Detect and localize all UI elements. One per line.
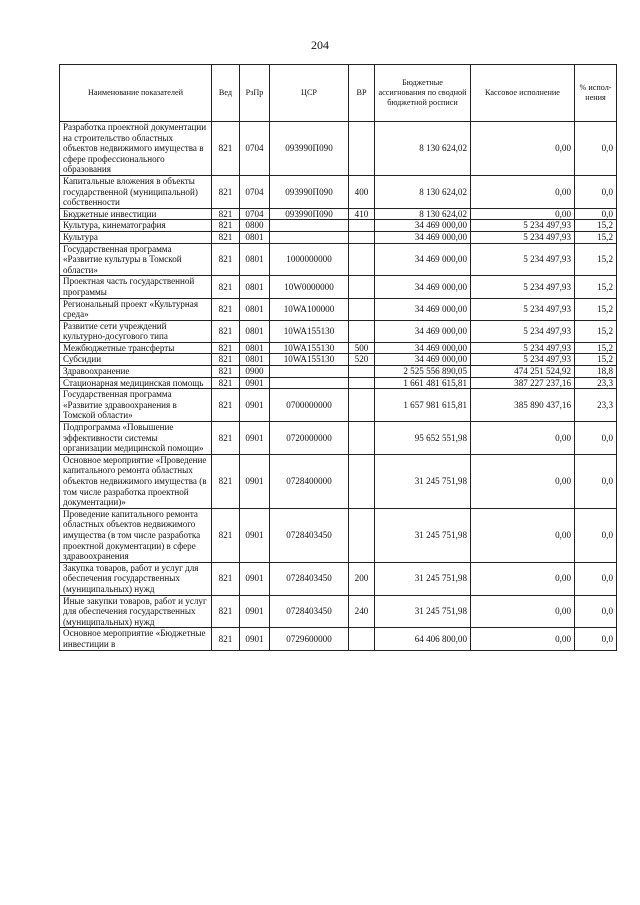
row-csr-cell: 0700000000 bbox=[270, 389, 349, 422]
row-cash-cell: 5 234 497,93 bbox=[471, 320, 575, 342]
row-ved-cell: 821 bbox=[212, 562, 240, 595]
row-cash-cell: 0,00 bbox=[471, 595, 575, 628]
row-cash-cell: 5 234 497,93 bbox=[471, 231, 575, 243]
row-ved-cell: 821 bbox=[212, 231, 240, 243]
row-budget-cell: 31 245 751,98 bbox=[375, 508, 471, 562]
row-cash-cell: 0,00 bbox=[471, 508, 575, 562]
row-csr-cell: 10W0000000 bbox=[270, 276, 349, 298]
row-ved-cell: 821 bbox=[212, 220, 240, 232]
row-cash-cell: 5 234 497,93 bbox=[471, 342, 575, 354]
row-rzpr-cell: 0801 bbox=[240, 276, 270, 298]
row-rzpr-cell: 0704 bbox=[240, 122, 270, 176]
row-budget-cell: 34 469 000,00 bbox=[375, 342, 471, 354]
table-row bbox=[60, 175, 617, 208]
row-ved-cell: 821 bbox=[212, 208, 240, 220]
row-name-cell: Проведение капитального ремонта областных объектов недвижимого имущества (в том числе разработка проектной документации) в сфере здравоохранения bbox=[60, 508, 212, 562]
row-csr-cell: 0728403450 bbox=[270, 562, 349, 595]
table-row bbox=[60, 342, 617, 354]
row-csr-cell: 10WA155130 bbox=[270, 354, 349, 366]
row-csr-cell: 0720000000 bbox=[270, 422, 349, 455]
row-ved-cell: 821 bbox=[212, 454, 240, 508]
row-ved-cell: 821 bbox=[212, 366, 240, 378]
row-name-cell: Государственная программа «Развитие культуры в Томской области» bbox=[60, 243, 212, 276]
row-rzpr-cell: 0900 bbox=[240, 366, 270, 378]
row-cash-cell: 0,00 bbox=[471, 208, 575, 220]
row-ved-cell: 821 bbox=[212, 422, 240, 455]
row-name-cell: Закупка товаров, работ и услуг для обеспечения государственных (муниципальных) нужд bbox=[60, 562, 212, 595]
row-cash-cell: 0,00 bbox=[471, 454, 575, 508]
row-pct-cell: 0,0 bbox=[575, 175, 617, 208]
row-vr-cell bbox=[349, 389, 375, 422]
row-pct-cell: 0,0 bbox=[575, 595, 617, 628]
row-cash-cell: 474 251 524,92 bbox=[471, 366, 575, 378]
row-vr-cell bbox=[349, 508, 375, 562]
row-ved-cell: 821 bbox=[212, 595, 240, 628]
table-row bbox=[60, 208, 617, 220]
header-ved: Вед bbox=[212, 65, 240, 122]
row-name-cell: Бюджетные инвестиции bbox=[60, 208, 212, 220]
row-csr-cell: 1000000000 bbox=[270, 243, 349, 276]
header-vr: ВР bbox=[349, 65, 375, 122]
row-rzpr-cell: 0901 bbox=[240, 595, 270, 628]
row-ved-cell: 821 bbox=[212, 243, 240, 276]
row-ved-cell: 821 bbox=[212, 389, 240, 422]
row-cash-cell: 0,00 bbox=[471, 122, 575, 176]
row-name-cell: Стационарная медицинская помощь bbox=[60, 377, 212, 389]
row-ved-cell: 821 bbox=[212, 342, 240, 354]
row-budget-cell: 64 406 800,00 bbox=[375, 628, 471, 650]
row-cash-cell: 5 234 497,93 bbox=[471, 354, 575, 366]
row-pct-cell: 15,2 bbox=[575, 220, 617, 232]
row-rzpr-cell: 0704 bbox=[240, 208, 270, 220]
header-csr: ЦСР bbox=[270, 65, 349, 122]
row-name-cell: Иные закупки товаров, работ и услуг для обеспечения государственных (муниципальных) нужд bbox=[60, 595, 212, 628]
row-rzpr-cell: 0801 bbox=[240, 298, 270, 320]
table-row bbox=[60, 454, 617, 508]
row-rzpr-cell: 0901 bbox=[240, 422, 270, 455]
row-csr-cell bbox=[270, 231, 349, 243]
row-cash-cell: 5 234 497,93 bbox=[471, 276, 575, 298]
row-name-cell: Развитие сети учреждений культурно-досугового типа bbox=[60, 320, 212, 342]
row-pct-cell: 0,0 bbox=[575, 508, 617, 562]
row-cash-cell: 5 234 497,93 bbox=[471, 220, 575, 232]
row-name-cell: Культура, кинематография bbox=[60, 220, 212, 232]
row-pct-cell: 18,8 bbox=[575, 366, 617, 378]
header-budget: Бюджетные ассигнования по сводной бюджетной росписи bbox=[375, 65, 471, 122]
row-name-cell: Проектная часть государственной программы bbox=[60, 276, 212, 298]
row-pct-cell: 15,2 bbox=[575, 243, 617, 276]
header-name: Наименование показателей bbox=[60, 65, 212, 122]
row-rzpr-cell: 0901 bbox=[240, 562, 270, 595]
row-rzpr-cell: 0901 bbox=[240, 389, 270, 422]
row-cash-cell: 5 234 497,93 bbox=[471, 243, 575, 276]
row-pct-cell: 15,2 bbox=[575, 320, 617, 342]
row-vr-cell bbox=[349, 628, 375, 650]
row-vr-cell bbox=[349, 298, 375, 320]
row-pct-cell: 15,2 bbox=[575, 298, 617, 320]
row-pct-cell: 0,0 bbox=[575, 208, 617, 220]
row-ved-cell: 821 bbox=[212, 377, 240, 389]
row-ved-cell: 821 bbox=[212, 320, 240, 342]
row-budget-cell: 34 469 000,00 bbox=[375, 220, 471, 232]
row-pct-cell: 15,2 bbox=[575, 276, 617, 298]
row-rzpr-cell: 0801 bbox=[240, 231, 270, 243]
row-vr-cell bbox=[349, 220, 375, 232]
row-pct-cell: 0,0 bbox=[575, 422, 617, 455]
row-budget-cell: 2 525 556 890,05 bbox=[375, 366, 471, 378]
table-row bbox=[60, 298, 617, 320]
row-budget-cell: 34 469 000,00 bbox=[375, 276, 471, 298]
table-row bbox=[60, 562, 617, 595]
table-row bbox=[60, 377, 617, 389]
row-csr-cell: 0728403450 bbox=[270, 508, 349, 562]
row-csr-cell: 10WA100000 bbox=[270, 298, 349, 320]
row-name-cell: Межбюджетные трансферты bbox=[60, 342, 212, 354]
row-name-cell: Основное мероприятие «Проведение капитального ремонта областных объектов недвижимого имущества (в том числе разработка проектной документации)» bbox=[60, 454, 212, 508]
row-csr-cell: 10WA155130 bbox=[270, 342, 349, 354]
row-cash-cell: 0,00 bbox=[471, 628, 575, 650]
row-csr-cell: 093990П090 bbox=[270, 208, 349, 220]
row-pct-cell: 15,2 bbox=[575, 354, 617, 366]
row-vr-cell: 520 bbox=[349, 354, 375, 366]
row-csr-cell bbox=[270, 366, 349, 378]
row-cash-cell: 0,00 bbox=[471, 175, 575, 208]
row-name-cell: Подпрограмма «Повышение эффективности системы организации медицинской помощи» bbox=[60, 422, 212, 455]
row-ved-cell: 821 bbox=[212, 354, 240, 366]
row-vr-cell bbox=[349, 454, 375, 508]
row-csr-cell: 10WA155130 bbox=[270, 320, 349, 342]
row-budget-cell: 31 245 751,98 bbox=[375, 595, 471, 628]
row-cash-cell: 385 890 437,16 bbox=[471, 389, 575, 422]
table-header-row bbox=[60, 65, 617, 122]
row-budget-cell: 34 469 000,00 bbox=[375, 231, 471, 243]
row-csr-cell: 0728400000 bbox=[270, 454, 349, 508]
table-row bbox=[60, 354, 617, 366]
row-budget-cell: 8 130 624,02 bbox=[375, 208, 471, 220]
row-cash-cell: 5 234 497,93 bbox=[471, 298, 575, 320]
row-vr-cell: 400 bbox=[349, 175, 375, 208]
row-ved-cell: 821 bbox=[212, 122, 240, 176]
table-row bbox=[60, 389, 617, 422]
row-vr-cell bbox=[349, 122, 375, 176]
row-vr-cell: 410 bbox=[349, 208, 375, 220]
table-body bbox=[60, 122, 617, 651]
row-csr-cell: 0728403450 bbox=[270, 595, 349, 628]
row-budget-cell: 34 469 000,00 bbox=[375, 354, 471, 366]
table-row bbox=[60, 220, 617, 232]
table-row bbox=[60, 422, 617, 455]
row-name-cell: Культура bbox=[60, 231, 212, 243]
header-cash: Кассовое исполнение bbox=[471, 65, 575, 122]
row-rzpr-cell: 0704 bbox=[240, 175, 270, 208]
row-vr-cell bbox=[349, 231, 375, 243]
row-name-cell: Разработка проектной документации на строительство областных объектов недвижимого имущества в сфере профессионального образования bbox=[60, 122, 212, 176]
row-rzpr-cell: 0901 bbox=[240, 628, 270, 650]
row-ved-cell: 821 bbox=[212, 175, 240, 208]
table-row bbox=[60, 320, 617, 342]
table-row bbox=[60, 508, 617, 562]
table-row bbox=[60, 231, 617, 243]
row-vr-cell: 500 bbox=[349, 342, 375, 354]
row-budget-cell: 31 245 751,98 bbox=[375, 454, 471, 508]
row-rzpr-cell: 0801 bbox=[240, 354, 270, 366]
row-pct-cell: 15,2 bbox=[575, 231, 617, 243]
row-budget-cell: 8 130 624,02 bbox=[375, 175, 471, 208]
row-vr-cell bbox=[349, 276, 375, 298]
row-ved-cell: 821 bbox=[212, 628, 240, 650]
row-vr-cell bbox=[349, 366, 375, 378]
table-row bbox=[60, 628, 617, 650]
row-pct-cell: 0,0 bbox=[575, 122, 617, 176]
row-budget-cell: 34 469 000,00 bbox=[375, 298, 471, 320]
row-ved-cell: 821 bbox=[212, 508, 240, 562]
row-budget-cell: 34 469 000,00 bbox=[375, 243, 471, 276]
row-name-cell: Основное мероприятие «Бюджетные инвестиции в bbox=[60, 628, 212, 650]
row-vr-cell: 200 bbox=[349, 562, 375, 595]
row-vr-cell: 240 bbox=[349, 595, 375, 628]
table-row bbox=[60, 276, 617, 298]
row-name-cell: Региональный проект «Культурная среда» bbox=[60, 298, 212, 320]
header-rzpr: РзПр bbox=[240, 65, 270, 122]
row-pct-cell: 0,0 bbox=[575, 562, 617, 595]
row-name-cell: Субсидии bbox=[60, 354, 212, 366]
row-budget-cell: 1 657 981 615,81 bbox=[375, 389, 471, 422]
row-csr-cell: 0729600000 bbox=[270, 628, 349, 650]
row-pct-cell: 23,3 bbox=[575, 377, 617, 389]
row-rzpr-cell: 0800 bbox=[240, 220, 270, 232]
row-pct-cell: 0,0 bbox=[575, 628, 617, 650]
row-budget-cell: 1 661 481 615,81 bbox=[375, 377, 471, 389]
row-ved-cell: 821 bbox=[212, 298, 240, 320]
row-pct-cell: 15,2 bbox=[575, 342, 617, 354]
row-vr-cell bbox=[349, 377, 375, 389]
table-row bbox=[60, 243, 617, 276]
table-row bbox=[60, 595, 617, 628]
row-csr-cell bbox=[270, 220, 349, 232]
page-number: 204 bbox=[311, 38, 329, 52]
row-cash-cell: 387 227 237,16 bbox=[471, 377, 575, 389]
row-pct-cell: 23,3 bbox=[575, 389, 617, 422]
row-budget-cell: 95 652 551,98 bbox=[375, 422, 471, 455]
row-vr-cell bbox=[349, 422, 375, 455]
row-vr-cell bbox=[349, 243, 375, 276]
row-name-cell: Государственная программа «Развитие здравоохранения в Томской области» bbox=[60, 389, 212, 422]
row-rzpr-cell: 0901 bbox=[240, 508, 270, 562]
row-csr-cell: 093990П090 bbox=[270, 122, 349, 176]
row-budget-cell: 31 245 751,98 bbox=[375, 562, 471, 595]
row-name-cell: Капитальные вложения в объекты государственной (муниципальной) собственности bbox=[60, 175, 212, 208]
row-ved-cell: 821 bbox=[212, 276, 240, 298]
row-rzpr-cell: 0801 bbox=[240, 243, 270, 276]
row-rzpr-cell: 0901 bbox=[240, 377, 270, 389]
table-row bbox=[60, 366, 617, 378]
row-name-cell: Здравоохранение bbox=[60, 366, 212, 378]
row-csr-cell bbox=[270, 377, 349, 389]
row-csr-cell: 093990П090 bbox=[270, 175, 349, 208]
budget-table bbox=[59, 64, 617, 651]
table-row bbox=[60, 122, 617, 176]
row-rzpr-cell: 0801 bbox=[240, 320, 270, 342]
row-cash-cell: 0,00 bbox=[471, 422, 575, 455]
header-pct: % испол-нения bbox=[575, 65, 617, 122]
row-rzpr-cell: 0901 bbox=[240, 454, 270, 508]
row-budget-cell: 8 130 624,02 bbox=[375, 122, 471, 176]
row-cash-cell: 0,00 bbox=[471, 562, 575, 595]
row-pct-cell: 0,0 bbox=[575, 454, 617, 508]
row-budget-cell: 34 469 000,00 bbox=[375, 320, 471, 342]
row-rzpr-cell: 0801 bbox=[240, 342, 270, 354]
row-vr-cell bbox=[349, 320, 375, 342]
